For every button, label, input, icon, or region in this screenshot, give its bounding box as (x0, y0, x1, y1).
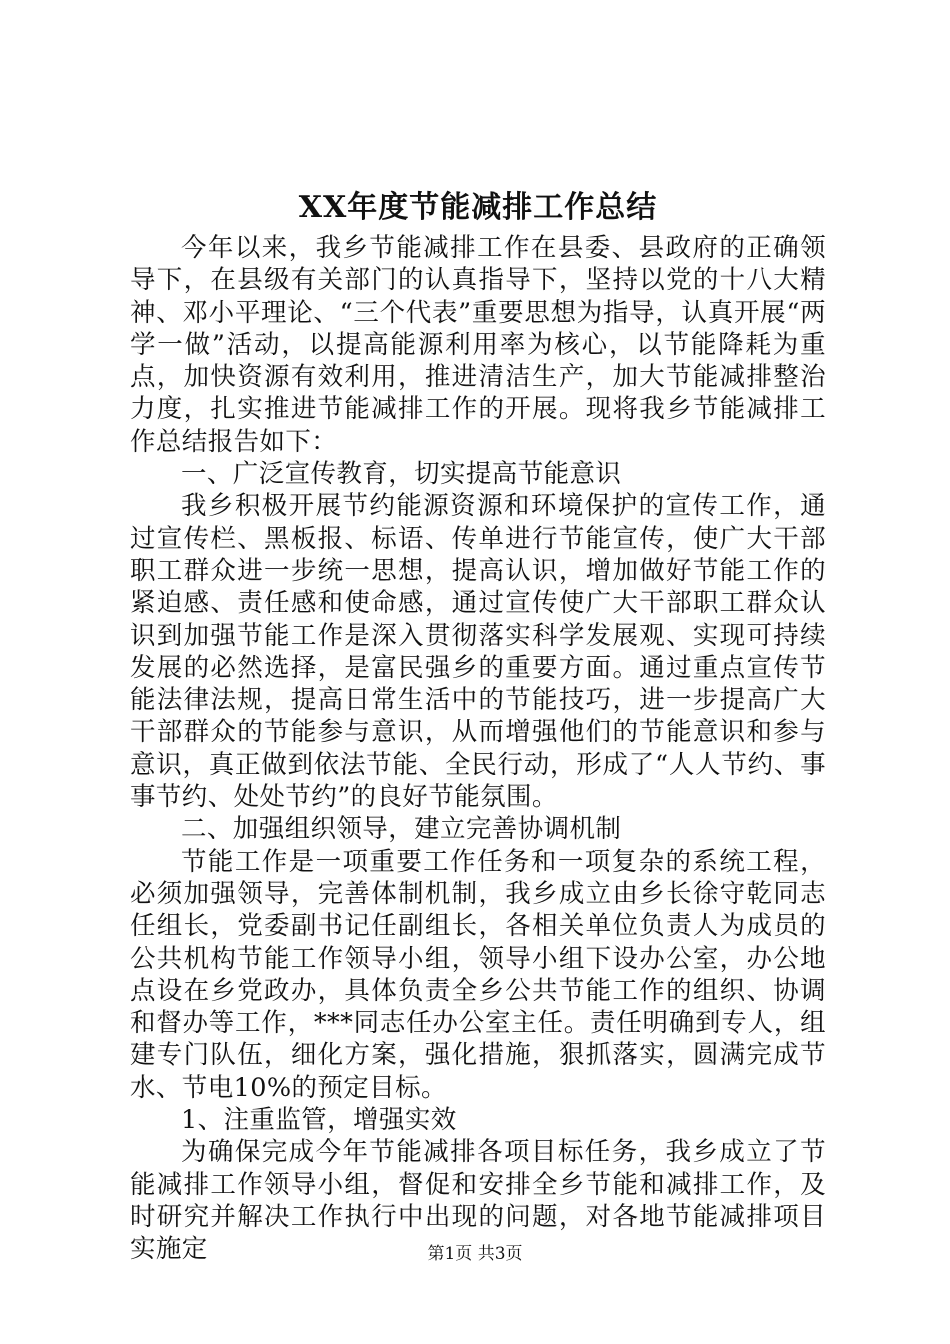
section-heading: 一、广泛宣传教育，切实提高节能意识 (181, 459, 622, 490)
body-paragraph: 为确保完成今年节能减排各项目标任务，我乡成立了节能减排工作领导小组，督促和安排全乡节能和减排工作，及时研究并解决工作执行中出现的问题，对各地节能减排项目实施定 (130, 1137, 826, 1265)
body-paragraph: 我乡积极开展节约能源资源和环境保护的宣传工作，通过宣传栏、黑板报、标语、传单进行节能宣传，使广大干部职工群众进一步统一思想，提高认识，增加做好节能工作的紧迫感、责任感和使命感，通过宣传使广大干部职工群众认识到加强节能工作是深入贯彻落实科学发展观、实现可持续发展的必然选择，是富民强乡的重要方面。通过重点宣传节能法律法规，提高日常生活中的节能技巧，进一步提高广大干部群众的节能参与意识，从而增强他们的节能意识和参与意识，真正做到依法节能、全民行动，形成了“人人节约、事事节约、处处节约”的良好节能氛围。 (130, 491, 826, 813)
section-heading: 二、加强组织领导，建立完善协调机制 (181, 814, 622, 845)
body-paragraph: 节能工作是一项重要工作任务和一项复杂的系统工程，必须加强领导，完善体制机制，我乡成立由乡长徐守乾同志任组长，党委副书记任副组长，各相关单位负责人为成员的公共机构节能工作领导小组，领导小组下设办公室，办公地点设在乡党政办，具体负责全乡公共节能工作的组织、协调和督办等工作，***同志任办公室主任。责任明确到专人，组建专门队伍，细化方案，强化措施，狠抓落实，圆满完成节水、节电10%的预定目标。 (130, 846, 826, 1103)
document-title: XX年度节能减排工作总结 (298, 190, 658, 225)
subsection-heading: 1、注重监管，增强实效 (181, 1105, 457, 1136)
body-paragraph: 今年以来，我乡节能减排工作在县委、县政府的正确领导下，在县级有关部门的认真指导下，坚持以党的十八大精神、邓小平理论、“三个代表”重要思想为指导，认真开展“两学一做”活动，以提高能源利用率为核心，以节能降耗为重点，加快资源有效利用，推进清洁生产，加大节能减排整治力度，扎实推进节能减排工作的开展。现将我乡节能减排工作总结报告如下： (130, 233, 826, 457)
page-footer: 第1页 共3页 (427, 1244, 523, 1264)
document-page (130, 186, 826, 1266)
